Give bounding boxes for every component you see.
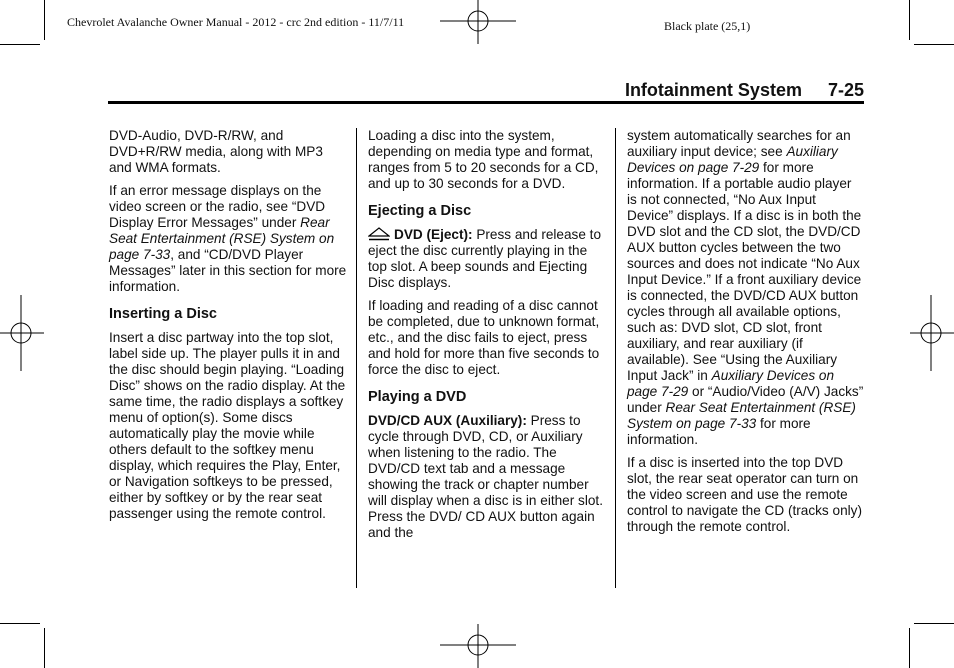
paragraph — [368, 227, 604, 291]
registration-mark-right — [910, 295, 954, 371]
heading-inserting-disc: Inserting a Disc — [109, 306, 217, 322]
paragraph: If a disc is inserted into the top DVD slot, the rear seat operator can turn on the video screen and use the remote control to navigate the CD (tracks only) through the remote control. — [627, 455, 862, 534]
page-number: 7-25 — [827, 80, 864, 100]
heading-playing-dvd: Playing a DVD — [368, 389, 467, 405]
header-rule — [108, 101, 864, 104]
plate-info: Black plate (25,1) — [664, 19, 751, 33]
registration-mark-left — [0, 295, 44, 371]
cross-reference-link[interactable]: Rear Seat Entertainment (RSE) System on page 7-33 — [627, 400, 856, 431]
doc-info: Chevrolet Avalanche Owner Manual - 2012 - crc 2nd edition - 11/7/11 — [67, 15, 405, 29]
text: system automatically searches for an auxiliary input device; see — [627, 128, 851, 159]
paragraph: DVD-Audio, DVD-R/RW, and DVD+R/RW media, along with MP3 and WMA formats. — [109, 128, 323, 175]
crop-mark — [44, 0, 45, 40]
column-2 — [368, 128, 604, 548]
text: Press and release to eject the disc currently playing in the top slot. A beep sounds and Ejecting Disc displays. — [368, 227, 602, 290]
crop-mark — [909, 0, 910, 40]
column-divider — [615, 128, 616, 588]
section-header — [625, 80, 864, 101]
column-3 — [627, 128, 865, 542]
registration-mark-bottom — [440, 624, 516, 668]
text: Press to cycle through DVD, CD, or Auxiliary when listening to the radio. The DVD/CD text tab and a message showing the track or chapter number will display when a disc is in either slot. Press the DVD/ CD AUX button again and the — [368, 413, 603, 540]
text: for more information. If a portable audio player is not connected, “No Aux Input Device” displays. If a disc is in both the DVD slot and the CD slot, the DVD/CD AUX button cycles between the two sources and does not indicate “No Aux Input Device.” If a front auxiliary device is connected, the DVD/CD AUX button cycles through all available options, such as: DVD slot, CD slot, front auxiliary, and rear auxiliary (if available). See “Using the Auxiliary Input Jack” in — [627, 160, 862, 383]
crop-mark — [914, 44, 954, 45]
aux-label: DVD/CD AUX (Auxiliary): — [368, 413, 527, 428]
paragraph: Insert a disc partway into the top slot, label side up. The player pulls it in and the disc should begin playing. “Loading Disc” shows on the radio display. At the same time, the radio displays a softkey menu of option(s). Some discs automatically play the movie while others default to the softkey menu display, which requires the Play, Enter, or Navigation softkeys to be pressed, either by softkey or by the rear seat passenger using the remote control. — [109, 330, 346, 521]
crop-mark — [0, 44, 40, 45]
column-1 — [109, 128, 349, 529]
paragraph — [368, 413, 604, 541]
column-divider — [356, 128, 357, 588]
eject-icon — [368, 227, 390, 241]
crop-mark — [44, 628, 45, 668]
section-title: Infotainment System — [624, 80, 802, 100]
heading-ejecting-disc: Ejecting a Disc — [368, 203, 472, 219]
text: for more information. — [627, 416, 811, 447]
crop-mark — [0, 623, 40, 624]
text: or “Audio/Video (A/V) Jacks” under — [627, 384, 864, 415]
cross-reference-link[interactable]: Auxiliary Devices on page 7-29 — [627, 368, 835, 399]
paragraph — [109, 183, 349, 295]
text: If an error message displays on the video screen or the radio, see “DVD Display Error Messages” under — [109, 183, 326, 230]
registration-mark-top — [440, 0, 516, 44]
paragraph — [627, 128, 865, 448]
eject-label: DVD (Eject): — [394, 227, 473, 242]
crop-mark — [909, 628, 910, 668]
cross-reference-link[interactable]: Auxiliary Devices on page 7-29 — [627, 144, 838, 175]
cross-reference-link[interactable]: Rear Seat Entertainment (RSE) System on page 7-33 — [109, 215, 335, 262]
text: , and “CD/DVD Player Messages” later in this section for more information. — [109, 247, 347, 294]
paragraph: Loading a disc into the system, depending on media type and format, ranges from 5 to 20 seconds for a CD, and up to 30 seconds for a DVD. — [368, 128, 599, 191]
paragraph: If loading and reading of a disc cannot be completed, due to unknown format, etc., and the disc fails to eject, press and hold for more than five seconds to force the disc to eject. — [368, 298, 600, 377]
crop-mark — [914, 623, 954, 624]
